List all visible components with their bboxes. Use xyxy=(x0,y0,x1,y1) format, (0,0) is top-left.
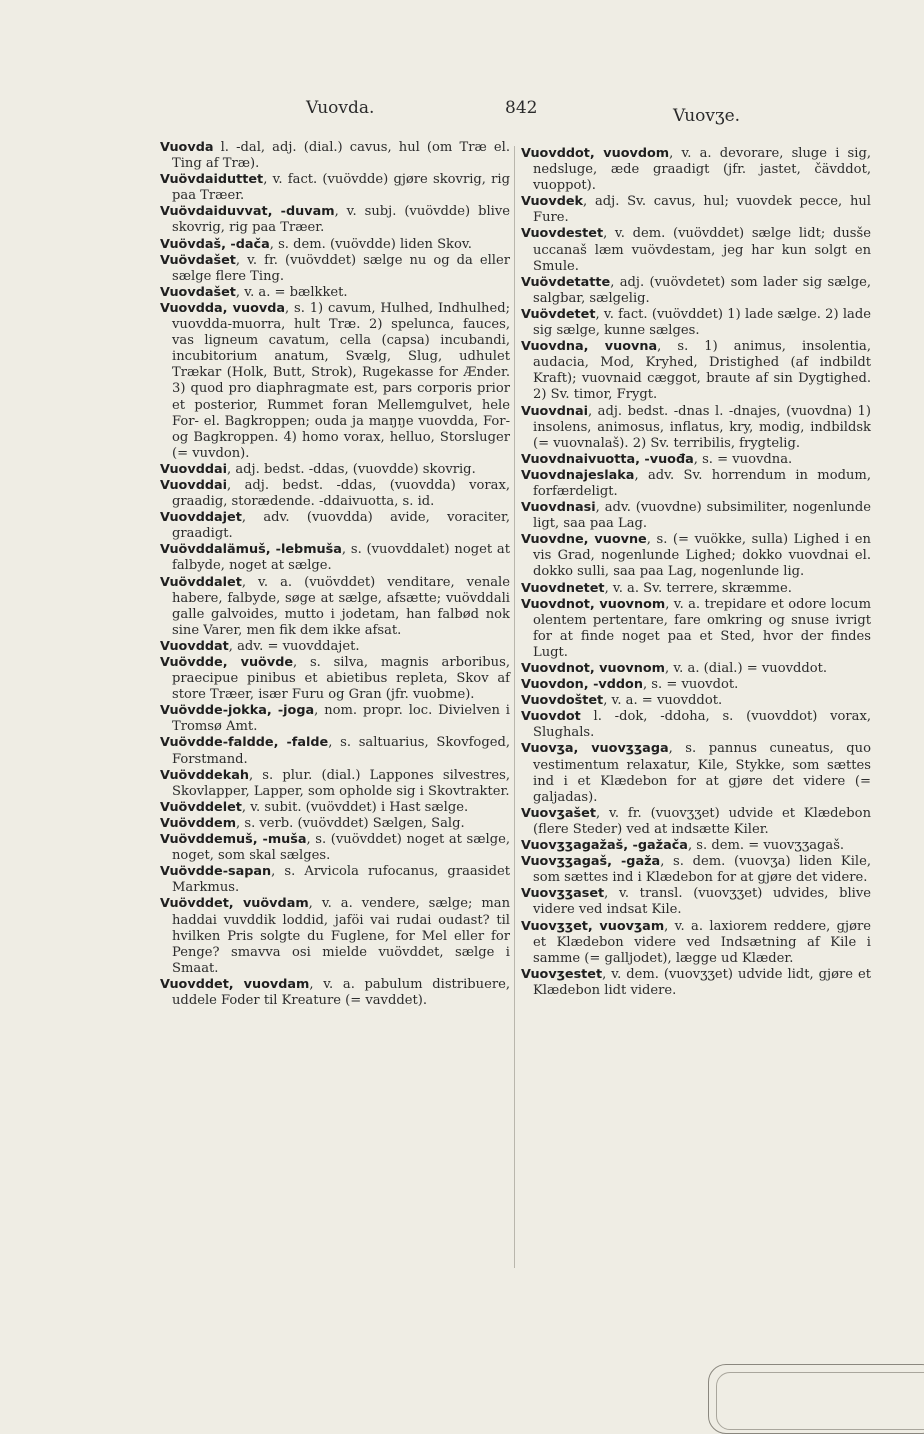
dictionary-entry xyxy=(160,237,510,253)
entry-headword: Vuövdde-faldde, -falde xyxy=(160,735,329,751)
entry-definition: , adv. (vuovdda) avide, voraciter, graadigt. xyxy=(172,510,510,542)
entry-headword: Vuovdnajeslaka xyxy=(521,467,635,483)
dictionary-entry xyxy=(521,404,871,452)
dictionary-entry xyxy=(521,661,871,677)
entry-definition: , v. a. = vuovddot. xyxy=(603,693,723,709)
entry-definition: l. -dok, -ddoha, s. (vuovddot) vorax, Slughals. xyxy=(533,709,871,741)
dictionary-entry xyxy=(521,532,871,580)
dictionary-entry xyxy=(160,478,510,510)
page-number: 842 xyxy=(505,98,538,118)
entry-headword: Vuovdestet xyxy=(521,226,604,242)
entry-headword: Vuovʒʒaset xyxy=(521,886,605,902)
dictionary-entry xyxy=(521,677,871,693)
dictionary-entry xyxy=(521,967,871,999)
entry-headword: Vuövddemuš, -muša xyxy=(160,832,307,848)
entry-headword: Vuovdek xyxy=(521,194,584,210)
entry-headword: Vuovʒa, vuovʒʒaga xyxy=(521,741,669,757)
dictionary-entry xyxy=(521,597,871,661)
dictionary-entry xyxy=(521,468,871,500)
entry-headword: Vuovdašet xyxy=(160,284,236,300)
entry-definition: , s. 1) animus, insolentia, audacia, Mod, Kryhed, Dristighed (af indbildt Kraft); vuovnaid cæggot, braute af sin Dygtighed. 2) Sv. timor, Frygt. xyxy=(533,339,871,403)
entry-headword: Vuövdaš, -dača xyxy=(160,236,270,252)
entry-definition: , v. fact. (vuövdde) gjøre skovrig, rig paa Træer. xyxy=(172,172,510,204)
header-left-word: Vuovda. xyxy=(306,98,375,118)
entry-definition: , s. (vuovddalet) noget at falbyde, noget at sælge. xyxy=(172,542,510,574)
dictionary-entry xyxy=(160,639,510,655)
dictionary-entry xyxy=(521,838,871,854)
entry-headword: Vuovdne, vuovne xyxy=(521,532,647,548)
entry-headword: Vuövdde-jokka, -joga xyxy=(160,703,315,719)
dictionary-entry xyxy=(160,253,510,285)
entry-headword: Vuövdašet xyxy=(160,252,236,268)
dictionary-entry xyxy=(521,194,871,226)
entry-definition: , v. subj. (vuövdde) blive skovrig, rig paa Træer. xyxy=(172,204,510,236)
dictionary-entry xyxy=(521,452,871,468)
entry-definition: , v. a. Sv. terrere, skræmme. xyxy=(604,580,792,596)
dictionary-entry xyxy=(521,806,871,838)
entry-headword: Vuövddet, vuövdam xyxy=(160,896,309,912)
entry-definition: , v. transl. (vuovʒʒet) udvides, blive videre ved indsat Kile. xyxy=(533,886,871,918)
entry-definition: , s. dem. = vuovʒʒagaš. xyxy=(687,838,845,854)
entry-definition: , nom. propr. loc. Divielven i Tromsø Amt. xyxy=(172,703,510,735)
entry-definition: , s. silva, magnis arboribus, praecipue pinibus et abietibus repleta, Skov af store Træer, især Furu og Gran (jfr. vuobme). xyxy=(172,655,510,703)
entry-definition: , s. 1) cavum, Hulhed, Indhulhed; vuovdda-muorra, hult Træ. 2) spelunca, fauces, vas ligneum cavatum, cella (capsa) incubandi, incubitorium anatum, Svælg, Slug, udhulet Trækar (Holk, Butt, Strok), Rugekasse for Ænder. 3) quod pro diaphragmate est, pars corporis prior et posterior, Rummet foran Mellemgulvet, hele For- el. Bagkroppen; ouda ja maŋŋe vuovdda, For- og Bagkroppen. 4) homo vorax, helluo, Storsluger (= vuvdon). xyxy=(172,300,510,461)
entry-headword: Vuovdnai xyxy=(521,403,588,419)
dictionary-entry xyxy=(160,896,510,976)
entry-headword: Vuovdnaivuotta, -vuođa xyxy=(521,451,694,467)
dictionary-entry xyxy=(521,146,871,194)
entry-definition: , v. a. laxiorem reddere, gjøre et Klædebon videre ved Indsætning af Kile i samme (= galljodet), lægge ud Klæder. xyxy=(533,918,872,966)
dictionary-entry xyxy=(160,301,510,462)
entry-headword: Vuövdetet xyxy=(521,306,596,322)
dictionary-entry xyxy=(521,500,871,532)
entry-definition: , v. fr. (vuovʒʒet) udvide et Klædebon (flere Steder) ved at indsætte Kiler. xyxy=(533,805,871,837)
entry-headword: Vuovddai xyxy=(160,477,228,493)
dictionary-entry xyxy=(160,864,510,896)
entry-definition: l. -dal, adj. (dial.) cavus, hul (om Træ el. Ting af Træ). xyxy=(172,140,510,172)
entry-headword: Vuovdoštet xyxy=(521,693,604,709)
entry-definition: , s. saltuarius, Skovfoged, Forstmand. xyxy=(172,735,510,767)
entry-headword: Vuovdda, vuovda xyxy=(160,300,286,316)
entry-definition: , v. fact. (vuövddet) 1) lade sælge. 2) lade sig sælge, kunne sælges. xyxy=(533,306,871,339)
entry-headword: Vuövdde, vuövde xyxy=(160,655,294,670)
entry-definition: , v. dem. (vuövddet) sælge lidt; dusše uccanaš læm vuövdestam, jeg har kun solgt en Smule. xyxy=(533,226,871,274)
dictionary-entry xyxy=(160,542,510,574)
entry-headword: Vuovʒʒet, vuovʒam xyxy=(521,918,665,934)
dictionary-entry xyxy=(521,886,871,918)
entry-headword: Vuövdetatte xyxy=(521,274,611,290)
entry-headword: Vuovdnot, vuovnom xyxy=(521,596,666,612)
entry-headword: Vuovddot, vuovdom xyxy=(521,146,670,161)
entry-headword: Vuovʒašet xyxy=(521,805,596,821)
dictionary-entry xyxy=(160,575,510,639)
entry-headword: Vuovʒestet xyxy=(521,966,603,982)
dictionary-entry xyxy=(160,800,510,816)
entry-headword: Vuovʒʒagažaš, -gažača xyxy=(521,838,688,854)
dictionary-entry xyxy=(521,709,871,741)
entry-headword: Vuovddai xyxy=(160,461,228,477)
entry-headword: Vuövddelet xyxy=(160,799,242,815)
dictionary-entry xyxy=(521,226,871,274)
entry-definition: , s. plur. (dial.) Lappones silvestres, Skovlapper, Lapper, som opholde sig i Skovtrakter. xyxy=(172,767,510,799)
left-column xyxy=(160,140,510,1009)
entry-definition: , adj. Sv. cavus, hul; vuovdek pecce, hul Fure. xyxy=(533,194,871,226)
entry-definition: , s. pannus cuneatus, quo vestimentum relaxatur, Kile, Stykke, som sættes ind i et Klædebon for at gjøre det videre (= galjadas). xyxy=(533,741,871,805)
dictionary-entry xyxy=(160,703,510,735)
entry-definition: , v. a. (dial.) = vuovddot. xyxy=(665,661,828,676)
entry-definition: , s. dem. (vuovʒa) liden Kile, som sættes ind i Klædebon for at gjøre det videre. xyxy=(533,854,871,886)
entry-definition: , adv. Sv. horrendum in modum, forfærdeligt. xyxy=(533,467,871,499)
column-divider xyxy=(514,146,515,1268)
entry-headword: Vuovdna, vuovna xyxy=(521,339,658,355)
entry-definition: , adv. = vuovddajet. xyxy=(228,638,360,654)
entry-headword: Vuövddalet xyxy=(160,574,242,590)
dictionary-entry xyxy=(521,741,871,805)
entry-definition: , s. = vuovdna. xyxy=(693,451,793,467)
entry-definition: , s. = vuovdot. xyxy=(642,677,739,693)
entry-headword: Vuovda xyxy=(160,140,214,155)
dictionary-entry xyxy=(160,768,510,800)
dictionary-entry xyxy=(160,204,510,236)
entry-definition: , v. a. vendere, sælge; man haddai vuvddik loddid, jaföi vai rudai oudast? til hvilken Pris solgte du Fuglene, for Mel eller for Penge? smavva osi mielde vuövddet, sælge i Smaat. xyxy=(172,896,510,976)
entry-definition: , s. dem. (vuövdde) liden Skov. xyxy=(269,236,472,252)
dictionary-entry xyxy=(160,816,510,832)
entry-definition: , v. a. pabulum distribuere, uddele Foder til Kreature (= vavddet). xyxy=(172,976,510,1008)
entry-headword: Vuovʒʒagaš, -gaža xyxy=(521,854,661,870)
entry-definition: , adv. (vuovdne) subsimiliter, nogenlunde ligt, saa paa Lag. xyxy=(533,500,871,532)
dictionary-entry xyxy=(160,655,510,703)
entry-definition: , adj. bedst. -ddas, (vuovdde) skovrig. xyxy=(227,461,476,477)
right-column xyxy=(521,146,871,999)
dictionary-entry xyxy=(160,285,510,301)
entry-headword: Vuovddajet xyxy=(160,510,242,526)
dictionary-entry xyxy=(160,977,510,1009)
entry-definition: , v. subit. (vuövddet) i Hast sælge. xyxy=(241,799,469,815)
dictionary-entry xyxy=(160,735,510,767)
entry-headword: Vuovddat xyxy=(160,638,229,654)
entry-headword: Vuövdde-sapan xyxy=(160,864,272,880)
entry-headword: Vuövdaiduvvat, -duvam xyxy=(160,204,335,220)
dictionary-entry xyxy=(521,693,871,709)
dictionary-entry xyxy=(521,307,871,339)
entry-headword: Vuovdot xyxy=(521,709,581,725)
dictionary-entry xyxy=(160,140,510,172)
entry-definition: , s. Arvicola rufocanus, graasidet Markmus. xyxy=(172,864,510,896)
dictionary-entry xyxy=(521,339,871,403)
entry-definition: , v. a. = bælkket. xyxy=(235,284,348,300)
entry-definition: , s. verb. (vuövddet) Sælgen, Salg. xyxy=(236,815,465,831)
dictionary-entry xyxy=(521,919,871,967)
entry-headword: Vuovdnasi xyxy=(521,500,596,516)
header-right-word: Vuovʒe. xyxy=(673,106,741,126)
entry-headword: Vuovddet, vuovdam xyxy=(160,976,310,992)
page-header xyxy=(0,98,924,128)
entry-definition: , adj. (vuövdetet) som lader sig sælge, salgbar, sælgelig. xyxy=(533,274,871,306)
dictionary-entry xyxy=(521,581,871,597)
entry-headword: Vuovdnot, vuovnom xyxy=(521,661,666,676)
entry-headword: Vuövddem xyxy=(160,815,237,831)
entry-definition: , adj. bedst. -ddas, (vuovdda) vorax, graadig, storædende. -ddaivuotta, s. id. xyxy=(172,477,510,510)
dictionary-entry xyxy=(521,275,871,307)
dictionary-entry xyxy=(160,462,510,478)
entry-definition: , s. (= vuökke, sulla) Lighed i en vis Grad, nogenlunde Lighed; dokko vuovdnai el. dokko sulli, saa paa Lag, nogenlunde lig. xyxy=(533,532,871,580)
entry-headword: Vuövddalämuš, -lebmuša xyxy=(160,542,342,558)
entry-headword: Vuovdnetet xyxy=(521,580,605,596)
dictionary-entry xyxy=(160,510,510,542)
dictionary-entry xyxy=(160,832,510,864)
entry-definition: , s. (vuövddet) noget at sælge, noget, som skal sælges. xyxy=(172,832,510,864)
entry-definition: , v. dem. (vuovʒʒet) udvide lidt, gjøre et Klædebon lidt videre. xyxy=(533,966,871,998)
entry-definition: , v. a. devorare, sluge i sig, nedsluge, æde graadigt (jfr. jastet, čävddot, vuoppot). xyxy=(533,146,872,194)
entry-definition: , v. a. trepidare et odore locum olentem pertentare, fare omkring og snuse ivrigt for at finde noget paa et Sted, hvor der findes Lugt. xyxy=(533,596,871,660)
dictionary-entry xyxy=(521,854,871,886)
entry-definition: , v. fr. (vuövddet) sælge nu og da eller sælge flere Ting. xyxy=(172,252,510,284)
entry-definition: , adj. bedst. -dnas l. -dnajes, (vuovdna) 1) insolens, animosus, inflatus, kry, modig, indbildsk (= vuovnalaš). 2) Sv. terribilis, frygtelig. xyxy=(533,403,871,451)
page-corner-mark-inner xyxy=(716,1372,924,1430)
entry-headword: Vuovdon, -vddon xyxy=(521,677,643,693)
dictionary-entry xyxy=(160,172,510,204)
entry-headword: Vuövdaiduttet xyxy=(160,172,264,188)
entry-headword: Vuövddekah xyxy=(160,767,249,783)
entry-definition: , v. a. (vuövddet) venditare, venale habere, falbyde, søge at sælge, afsætte; vuövddali galle galvoides, mutto i jodetam, han falbød nok sine Varer, men fik dem ikke afsat. xyxy=(172,574,510,638)
